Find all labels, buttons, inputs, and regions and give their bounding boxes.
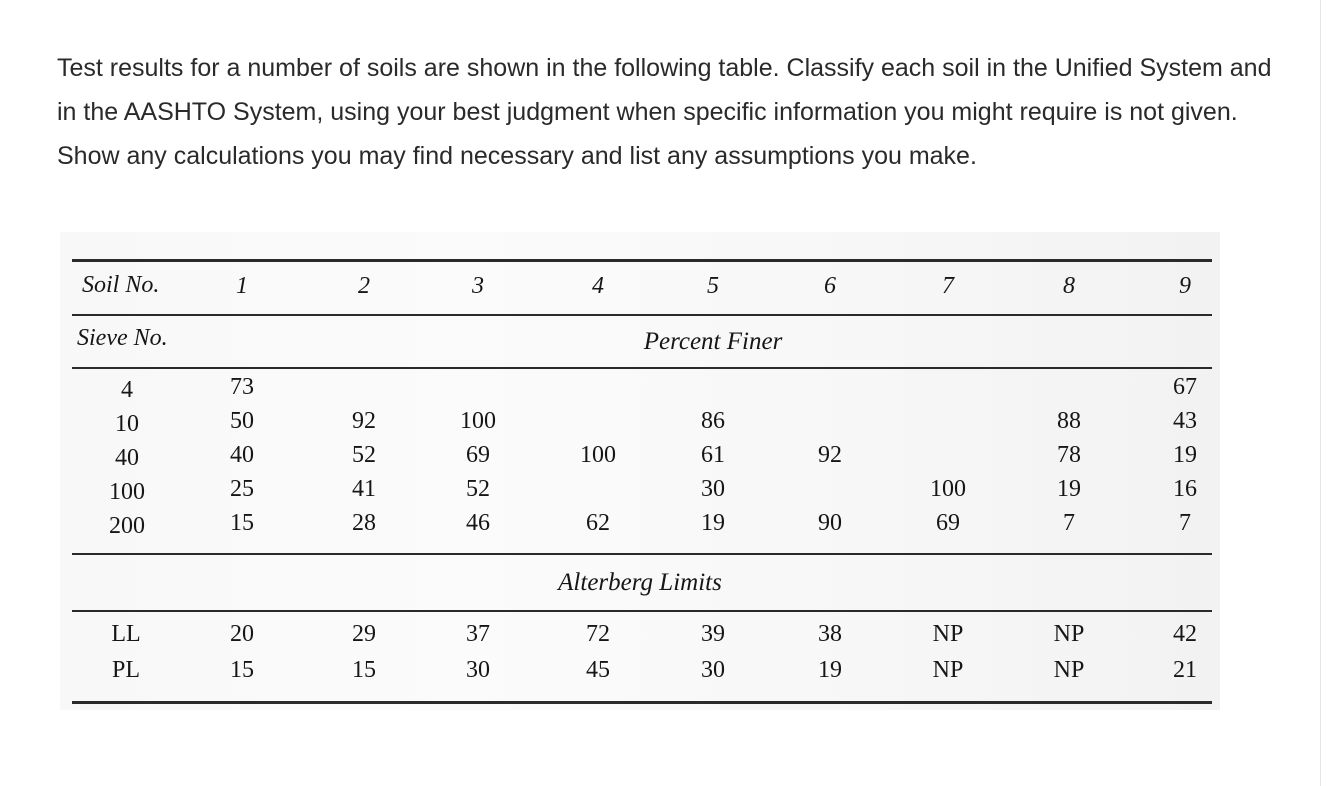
soil-number-9: 9 xyxy=(1179,273,1191,299)
question-text: Test results for a number of soils are shown in the following table. Classify each soil in the Unified System and in the AASHTO System, using your best judgment when specific information you might require is not given. Show any calculations you may find necessary and list any assumptions you make. xyxy=(57,54,1272,170)
percent-finer-sieve-200-soil-3: 46 xyxy=(466,510,490,536)
percent-finer-sieve-200-soil-7: 69 xyxy=(936,510,960,536)
soil-number-5: 5 xyxy=(707,273,719,299)
percent-finer-sieve-10-soil-8: 88 xyxy=(1057,408,1081,434)
percent-finer-sieve-40-soil-1: 40 xyxy=(230,442,254,468)
ll-soil-6: 38 xyxy=(818,621,842,647)
percent-finer-sieve-40-soil-5: 61 xyxy=(701,442,725,468)
percent-finer-sieve-100-soil-9: 16 xyxy=(1173,476,1197,502)
sieve-4: 4 xyxy=(121,377,133,403)
percent-finer-sieve-200-soil-9: 7 xyxy=(1179,510,1191,536)
soil-number-8: 8 xyxy=(1063,273,1075,299)
percent-finer-sieve-4-soil-1: 73 xyxy=(230,374,254,400)
pl-soil-3: 30 xyxy=(466,657,490,683)
percent-finer-sieve-4-soil-9: 67 xyxy=(1173,374,1197,400)
percent-finer-sieve-100-soil-2: 41 xyxy=(352,476,376,502)
percent-finer-sieve-40-soil-2: 52 xyxy=(352,442,376,468)
page-divider xyxy=(1320,0,1321,786)
sieve-no-label: Sieve No. xyxy=(77,325,168,351)
section-rule-top xyxy=(72,367,1212,369)
ll-soil-5: 39 xyxy=(701,621,725,647)
pl-soil-6: 19 xyxy=(818,657,842,683)
percent-finer-sieve-10-soil-2: 92 xyxy=(352,408,376,434)
sieve-200: 200 xyxy=(109,513,145,539)
percent-finer-sieve-10-soil-1: 50 xyxy=(230,408,254,434)
limit-label-pl: PL xyxy=(111,657,141,683)
sieve-10: 10 xyxy=(115,411,139,437)
soil-number-3: 3 xyxy=(472,273,484,299)
table-bottom-rule xyxy=(72,701,1212,704)
sieve-100: 100 xyxy=(109,479,145,505)
ll-soil-1: 20 xyxy=(230,621,254,647)
ll-soil-3: 37 xyxy=(466,621,490,647)
pl-soil-7: NP xyxy=(932,657,964,683)
percent-finer-sieve-100-soil-7: 100 xyxy=(930,476,966,502)
pl-soil-8: NP xyxy=(1053,657,1085,683)
percent-finer-sieve-10-soil-3: 100 xyxy=(460,408,496,434)
soil-number-4: 4 xyxy=(592,273,604,299)
percent-finer-sieve-100-soil-8: 19 xyxy=(1057,476,1081,502)
ll-soil-8: NP xyxy=(1053,621,1085,647)
percent-finer-sieve-40-soil-3: 69 xyxy=(466,442,490,468)
percent-finer-sieve-100-soil-1: 25 xyxy=(230,476,254,502)
soil-number-1: 1 xyxy=(236,273,248,299)
percent-finer-sieve-10-soil-9: 43 xyxy=(1173,408,1197,434)
percent-finer-sieve-200-soil-8: 7 xyxy=(1063,510,1075,536)
pl-soil-9: 21 xyxy=(1173,657,1197,683)
limits-rule xyxy=(72,610,1212,612)
percent-finer-sieve-10-soil-5: 86 xyxy=(701,408,725,434)
soil-test-table-image xyxy=(60,232,1220,710)
pl-soil-4: 45 xyxy=(586,657,610,683)
percent-finer-sieve-200-soil-4: 62 xyxy=(586,510,610,536)
table-top-rule xyxy=(72,259,1212,262)
percent-finer-label: Percent Finer xyxy=(643,328,783,355)
percent-finer-sieve-100-soil-3: 52 xyxy=(466,476,490,502)
soil-test-table xyxy=(60,232,1220,710)
atterberg-limits-label: Alterberg Limits xyxy=(558,569,722,596)
pl-soil-5: 30 xyxy=(701,657,725,683)
ll-soil-9: 42 xyxy=(1173,621,1197,647)
percent-finer-sieve-40-soil-6: 92 xyxy=(818,442,842,468)
pl-soil-2: 15 xyxy=(352,657,376,683)
sieve-40: 40 xyxy=(115,445,139,471)
percent-finer-sieve-200-soil-5: 19 xyxy=(701,510,725,536)
limit-label-ll: LL xyxy=(111,621,141,647)
percent-finer-sieve-40-soil-8: 78 xyxy=(1057,442,1081,468)
percent-finer-sieve-200-soil-6: 90 xyxy=(818,510,842,536)
soil-number-7: 7 xyxy=(942,273,954,299)
percent-finer-sieve-40-soil-4: 100 xyxy=(580,442,616,468)
header-rule xyxy=(72,314,1212,316)
section-rule-middle xyxy=(72,553,1212,555)
soil-number-2: 2 xyxy=(358,273,370,299)
ll-soil-4: 72 xyxy=(586,621,610,647)
percent-finer-sieve-100-soil-5: 30 xyxy=(701,476,725,502)
ll-soil-2: 29 xyxy=(352,621,376,647)
percent-finer-sieve-200-soil-2: 28 xyxy=(352,510,376,536)
sieve-number-column xyxy=(109,373,145,543)
percent-finer-sieve-200-soil-1: 15 xyxy=(230,510,254,536)
soil-number-6: 6 xyxy=(824,273,836,299)
soil-no-label: Soil No. xyxy=(82,272,160,298)
pl-soil-1: 15 xyxy=(230,657,254,683)
percent-finer-sieve-40-soil-9: 19 xyxy=(1173,442,1197,468)
ll-soil-7: NP xyxy=(932,621,964,647)
